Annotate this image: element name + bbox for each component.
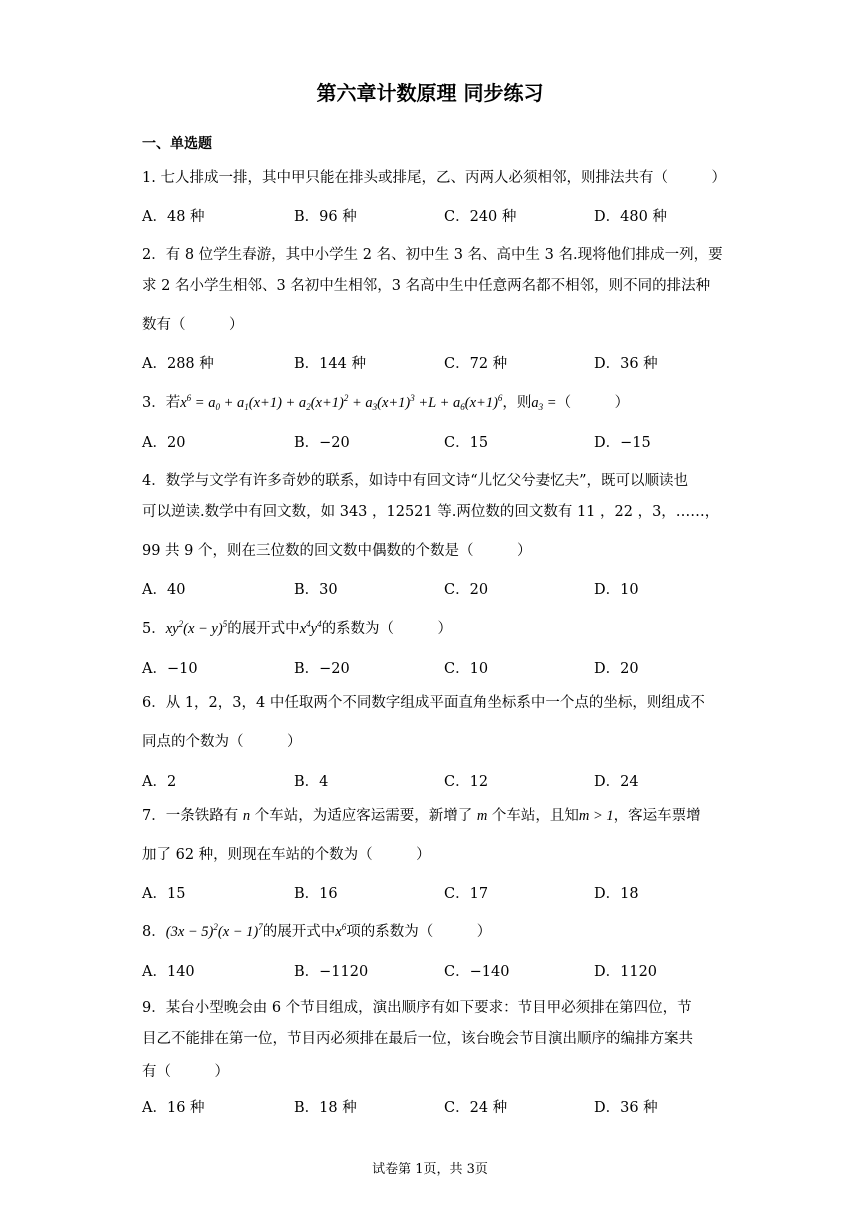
question-4-option-d: D．10: [594, 582, 639, 598]
question-5-text: [142, 619, 452, 639]
question-3-option-a: A．20: [142, 435, 186, 451]
question-3-prefix: 3．若: [142, 395, 181, 411]
question-6-option-a: A．2: [142, 774, 177, 790]
page-title: 第六章计数原理 同步练习: [316, 81, 544, 105]
question-7-var-n: n: [242, 808, 251, 824]
question-6-line-1: 6．从 1，2，3，4 中任取两个不同数字组成平面直角坐标系中一个点的坐标，则组成不: [142, 695, 705, 711]
question-7-option-c: C．17: [444, 886, 489, 902]
question-5-middle: 的展开式中: [227, 621, 300, 637]
question-3-option-d: D．−15: [594, 435, 651, 451]
question-9-line-1: 9．某台小型晚会由 6 个节目组成，演出顺序有如下要求：节目甲必须排在第四位，节: [142, 1000, 692, 1016]
question-1-text: 1. 七人排成一排，其中甲只能在排头或排尾，乙、丙两人必须相邻，则排法共有（ ）: [142, 170, 726, 186]
question-3-text: [142, 393, 629, 413]
question-8-term: $x^6$: [335, 922, 347, 940]
question-8-option-a: A．140: [142, 964, 195, 980]
question-4-option-b: B．30: [294, 582, 338, 598]
question-7-part-3: 个车站，且知: [491, 808, 579, 824]
question-7-var-m: m: [476, 808, 488, 824]
question-6-option-d: D．24: [594, 774, 639, 790]
question-9-option-c: C．24 种: [444, 1100, 508, 1116]
question-8-text: [142, 922, 491, 942]
question-1-option-d: D．480 种: [594, 209, 667, 225]
page-footer: 试卷第 1页，共 3页: [372, 1162, 488, 1177]
question-7-part-1: 7．一条铁路有: [142, 808, 239, 824]
question-3-target: $a_3$ =: [531, 395, 557, 412]
question-8-expression: $(3x - 5)^2(x - 1)^7$: [165, 922, 263, 940]
question-5-option-a: A．−10: [142, 661, 198, 677]
question-7-option-b: B．16: [294, 886, 338, 902]
question-2-option-d: D．36 种: [594, 356, 658, 372]
question-2-option-a: A．288 种: [142, 356, 214, 372]
question-5-suffix: 的系数为（ ）: [321, 621, 453, 637]
question-7-condition: m > 1: [578, 808, 614, 824]
question-1-option-c: C．240 种: [444, 209, 517, 225]
question-5-option-b: B．−20: [294, 661, 350, 677]
question-1-option-b: B．96 种: [294, 209, 357, 225]
question-3-option-b: B．−20: [294, 435, 350, 451]
question-9-option-a: A．16 种: [142, 1100, 205, 1116]
question-2-line-1: 2．有 8 位学生春游，其中小学生 2 名、初中生 3 名、高中生 3 名.现将他们排成一列，要: [142, 247, 723, 263]
question-9-line-3: 有（ ）: [142, 1064, 229, 1080]
question-7-line-1: [142, 806, 701, 826]
question-2-line-2: 求 2 名小学生相邻、3 名初中生相邻，3 名高中生中任意两名都不相邻，则不同的排法种: [142, 278, 711, 294]
question-6-option-c: C．12: [444, 774, 489, 790]
question-9-option-b: B．18 种: [294, 1100, 357, 1116]
question-4-option-a: A．40: [142, 582, 186, 598]
question-4-line-2: 可以逆读.数学中有回文数，如 343 ，12521 等.两位数的回文数有 11 ，22 ，3，……，: [142, 504, 720, 520]
question-7-line-2: 加了 62 种，则现在车站的个数为（ ）: [142, 847, 431, 863]
question-7-part-2: 个车站，为适应客运需要，新增了: [254, 808, 473, 824]
question-5-option-c: C．10: [444, 661, 489, 677]
question-8-option-b: B．−1120: [294, 964, 369, 980]
question-6-line-2: 同点的个数为（ ）: [142, 734, 302, 750]
question-5-prefix: 5．: [142, 621, 166, 637]
question-4-option-c: C．20: [444, 582, 489, 598]
question-5-term: $x^4y^4$: [299, 619, 322, 637]
question-9-option-d: D．36 种: [594, 1100, 658, 1116]
question-8-suffix: 项的系数为（ ）: [346, 924, 492, 940]
question-7-part-4: ，客运车票增: [613, 808, 701, 824]
question-6-option-b: B．4: [294, 774, 329, 790]
question-3-option-c: C．15: [444, 435, 489, 451]
question-2-option-b: B．144 种: [294, 356, 366, 372]
question-2-line-3: 数有（ ）: [142, 317, 244, 333]
question-7-option-a: A．15: [142, 886, 186, 902]
question-3-formula: $x^6 = a_0 + a_1(x+1) + a_2(x+1)^2 + a_3(x+1)^3 +L + a_6(x+1)^6$: [180, 393, 503, 412]
question-2-option-c: C．72 种: [444, 356, 508, 372]
question-1-option-a: A．48 种: [142, 209, 205, 225]
question-8-prefix: 8．: [142, 924, 166, 940]
question-9-line-2: 目乙不能排在第一位，节目丙必须排在最后一位，该台晚会节目演出顺序的编排方案共: [142, 1031, 693, 1047]
question-5-option-d: D．20: [594, 661, 639, 677]
question-4-line-3: 99 共 9 个，则在三位数的回文数中偶数的个数是（ ）: [142, 543, 532, 559]
question-3-suffix: ，则: [502, 395, 532, 411]
question-8-middle: 的展开式中: [262, 924, 336, 940]
question-3-suffix-2: （ ）: [556, 395, 630, 411]
question-4-line-1: 4．数学与文学有许多奇妙的联系，如诗中有回文诗“儿忆父兮妻忆夫”，既可以顺读也: [142, 473, 689, 489]
section-heading: 一、单选题: [142, 136, 212, 152]
question-8-option-c: C．−140: [444, 964, 510, 980]
question-5-expression: $xy^2(x - y)^5$: [165, 619, 228, 637]
question-8-option-d: D．1120: [594, 964, 658, 980]
question-7-option-d: D．18: [594, 886, 639, 902]
